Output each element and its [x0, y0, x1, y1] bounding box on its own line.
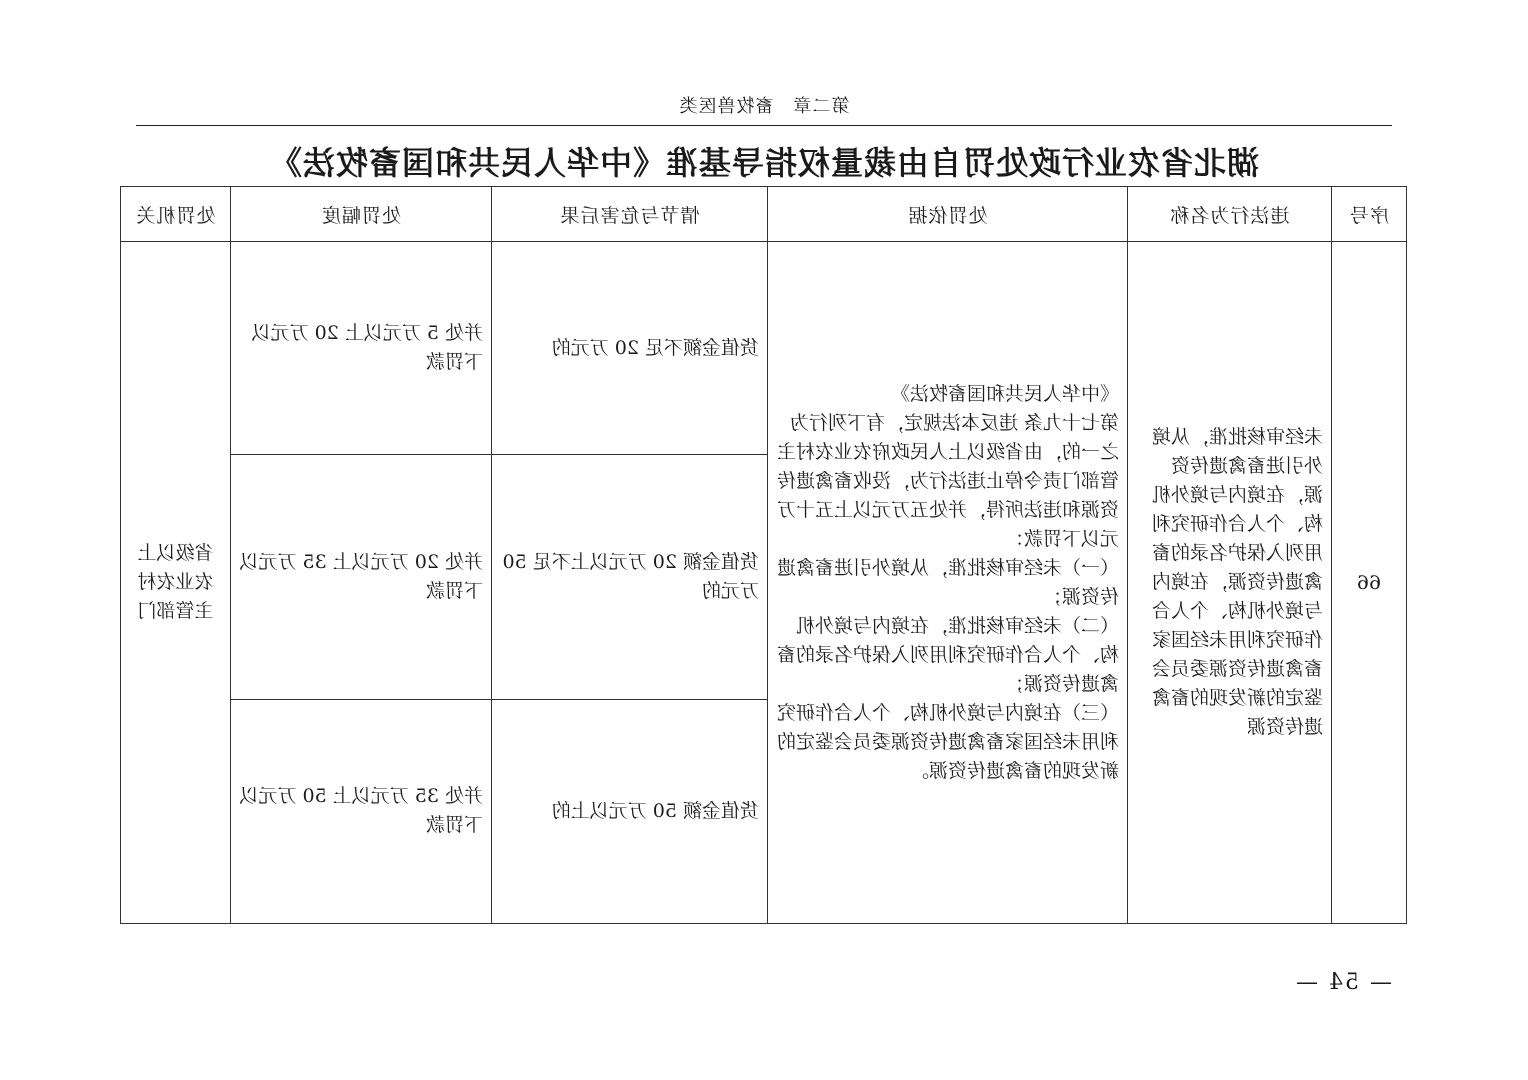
basis-item-3: （三）在境内与境外机构、个人合作研究利用未经国家畜禽遗传资源委员会鉴定的新发现的畜禽遗传资源。: [776, 701, 1119, 782]
page-number: — 54 —: [1294, 970, 1392, 995]
penalty-table: [120, 186, 1407, 924]
header-penalty-basis: 处罚依据: [768, 187, 1128, 242]
running-head: 第二章 畜牧兽医类: [678, 96, 850, 117]
penalty-authority: 省级以上农业农村主管部门: [121, 242, 231, 924]
penalty-basis: [768, 242, 1128, 924]
table-row: [121, 242, 1407, 455]
header-rule: [136, 125, 1392, 126]
document-title: 湖北省农业行政处罚自由裁量权指导基准《中华人民共和国畜牧法》: [269, 144, 1260, 182]
header-violation-name: 违法行为名称: [1128, 187, 1332, 242]
seq-number: 66: [1332, 242, 1407, 924]
basis-article: 第七十九条 违反本法规定，有下列行为之一的，由省级以上人民政府农业农村主管部门责令停止违法行为，没收畜禽遗传资源和违法所得，并处五万元以上五十万元以下罚款：: [776, 411, 1119, 550]
header-authority: 处罚机关: [121, 187, 231, 242]
header-circumstances: 情节与危害后果: [492, 187, 768, 242]
basis-law-title: 《中华人民共和国畜牧法》: [890, 382, 1119, 405]
circumstance-tier-3: 货值金额 50 万元以上的: [492, 699, 768, 923]
penalty-tier-1: 并处 5 万元以上 20 万元以下罚款: [231, 242, 492, 455]
circumstance-tier-2: 货值金额 20 万元以上不足 50 万元的: [492, 455, 768, 699]
basis-item-1: （一）未经审核批准，从境外引进畜禽遗传资源；: [776, 556, 1119, 608]
violation-name: 未经审核批准，从境外引进畜禽遗传资源，在境内与境外机构、个人合作研究利用列入保护名录的畜禽遗传资源，在境内与境外机构、个人合作研究利用未经国家畜禽遗传资源委员会鉴定的新发现的畜禽遗传资源: [1128, 242, 1332, 924]
header-seq: 序号: [1332, 187, 1407, 242]
penalty-tier-2: 并处 20 万元以上 35 万元以下罚款: [231, 455, 492, 699]
basis-item-2: （二）未经审核批准，在境内与境外机构、个人合作研究利用列入保护名录的畜禽遗传资源；: [776, 614, 1119, 695]
header-penalty-range: 处罚幅度: [231, 187, 492, 242]
table-header-row: [121, 187, 1407, 242]
circumstance-tier-1: 货值金额不足 20 万元的: [492, 242, 768, 455]
penalty-tier-3: 并处 35 万元以上 50 万元以下罚款: [231, 699, 492, 923]
